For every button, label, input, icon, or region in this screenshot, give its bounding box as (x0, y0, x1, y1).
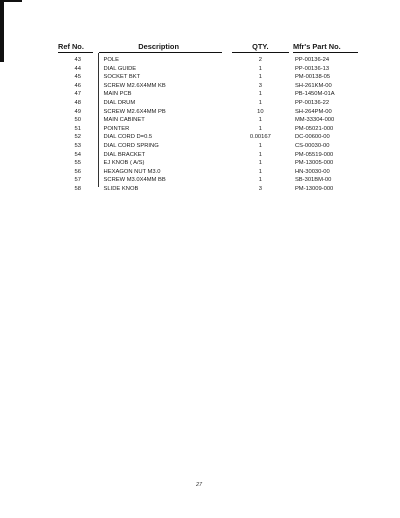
table-row (58, 99, 358, 108)
cell-ref-no: 48 (74, 99, 81, 106)
table-row (58, 82, 358, 91)
cell-ref-no: 49 (74, 108, 81, 115)
table-row (58, 142, 358, 151)
cell-part-no: DC-00600-00 (294, 134, 330, 141)
cell-qty: 1 (258, 168, 262, 175)
cell-part-no: PM-05519-000 (294, 151, 334, 158)
table-row (58, 133, 358, 142)
header-part-no: Mfr's Part No. (293, 42, 358, 53)
header-qty: QTY. (232, 42, 289, 53)
cell-qty: 1 (258, 151, 262, 158)
cell-description: SLIDE KNOB (103, 185, 139, 192)
cell-part-no: SH-264PM-00 (294, 108, 332, 115)
cell-ref-no: 54 (74, 151, 81, 158)
table-row (58, 159, 358, 168)
cell-description: DIAL GUIDE (103, 65, 137, 72)
cell-ref-no: 44 (74, 65, 81, 72)
cell-description: MAIN CABINET (103, 117, 145, 124)
table-row (58, 90, 358, 99)
cell-qty: 1 (258, 160, 262, 167)
cell-ref-no: 52 (74, 134, 81, 141)
cell-description: POLE (103, 57, 119, 63)
cell-qty: 0.00167 (249, 134, 271, 141)
cell-qty: 1 (258, 91, 262, 98)
cell-description: HEXAGON NUT M3.0 (103, 168, 161, 175)
cell-description: POINTER (103, 125, 130, 132)
cell-ref-no: 58 (74, 185, 81, 192)
cell-part-no: CS-00030-00 (294, 142, 330, 149)
cell-part-no: SB-301BM-00 (294, 177, 332, 184)
table-row (58, 56, 358, 65)
parts-list-table (58, 40, 358, 194)
cell-part-no: PP-00136-13 (294, 65, 330, 72)
table-header (58, 40, 358, 53)
cell-ref-no: 56 (74, 168, 81, 175)
cell-qty: 2 (258, 57, 262, 63)
cell-part-no: PB-1450M-01A (294, 91, 335, 98)
cell-qty: 3 (258, 82, 262, 89)
cell-part-no: PM-00138-05 (294, 74, 331, 81)
cell-description: EJ KNOB ( A/S) (103, 160, 145, 167)
table-row (58, 125, 358, 134)
cell-part-no: PM-13009-000 (294, 185, 334, 192)
table-row (58, 116, 358, 125)
cell-part-no: PP-00136-24 (294, 57, 330, 63)
cell-ref-no: 50 (74, 117, 81, 124)
scan-edge-mark (0, 0, 4, 62)
page-number: 27 (196, 482, 203, 488)
cell-part-no: SH-261KM-00 (294, 82, 332, 89)
cell-description: DIAL BRACKET (103, 151, 146, 158)
cell-ref-no: 45 (74, 74, 81, 81)
table-row (58, 151, 358, 160)
cell-ref-no: 47 (74, 91, 81, 98)
cell-description: DIAL CORD SPRING (103, 142, 159, 149)
cell-qty: 1 (258, 74, 262, 81)
header-ref-no: Ref No. (58, 42, 93, 53)
table-row (58, 108, 358, 117)
table-row (58, 168, 358, 177)
cell-description: SCREW M2.6X4MM PB (103, 108, 166, 115)
table-row (58, 185, 358, 194)
cell-qty: 1 (258, 117, 262, 124)
cell-description: MAIN PCB (103, 91, 132, 98)
cell-part-no: MM-33304-000 (294, 117, 335, 124)
cell-ref-no: 51 (74, 125, 81, 132)
cell-ref-no: 46 (74, 82, 81, 89)
cell-ref-no: 55 (74, 160, 81, 167)
cell-qty: 1 (258, 99, 262, 106)
cell-description: SCREW M3.0X4MM BB (103, 177, 166, 184)
cell-part-no: PM-13005-000 (294, 160, 334, 167)
cell-ref-no: 57 (74, 177, 81, 184)
cell-description: DIAL CORD D=0.5 (103, 134, 153, 141)
table-body (58, 53, 358, 194)
cell-part-no: PP-00136-22 (294, 99, 330, 106)
cell-qty: 1 (258, 125, 262, 132)
cell-qty: 1 (258, 142, 262, 149)
cell-description: SOCKET BKT (103, 74, 141, 81)
cell-qty: 1 (258, 177, 262, 184)
scan-edge-mark-top (0, 0, 22, 2)
cell-description: SCREW M2.6X4MM KB (103, 82, 166, 89)
column-divider (98, 53, 99, 187)
cell-part-no: HN-30030-00 (294, 168, 330, 175)
cell-qty: 3 (258, 185, 262, 192)
table-row (58, 176, 358, 185)
table-row (58, 65, 358, 74)
header-description: Description (99, 42, 221, 53)
cell-description: DIAL DRUM (103, 99, 136, 106)
cell-qty: 1 (258, 65, 262, 72)
cell-ref-no: 43 (74, 57, 81, 63)
cell-part-no: PM-05021-000 (294, 125, 334, 132)
table-row (58, 73, 358, 82)
cell-ref-no: 53 (74, 142, 81, 149)
cell-qty: 10 (257, 108, 264, 115)
